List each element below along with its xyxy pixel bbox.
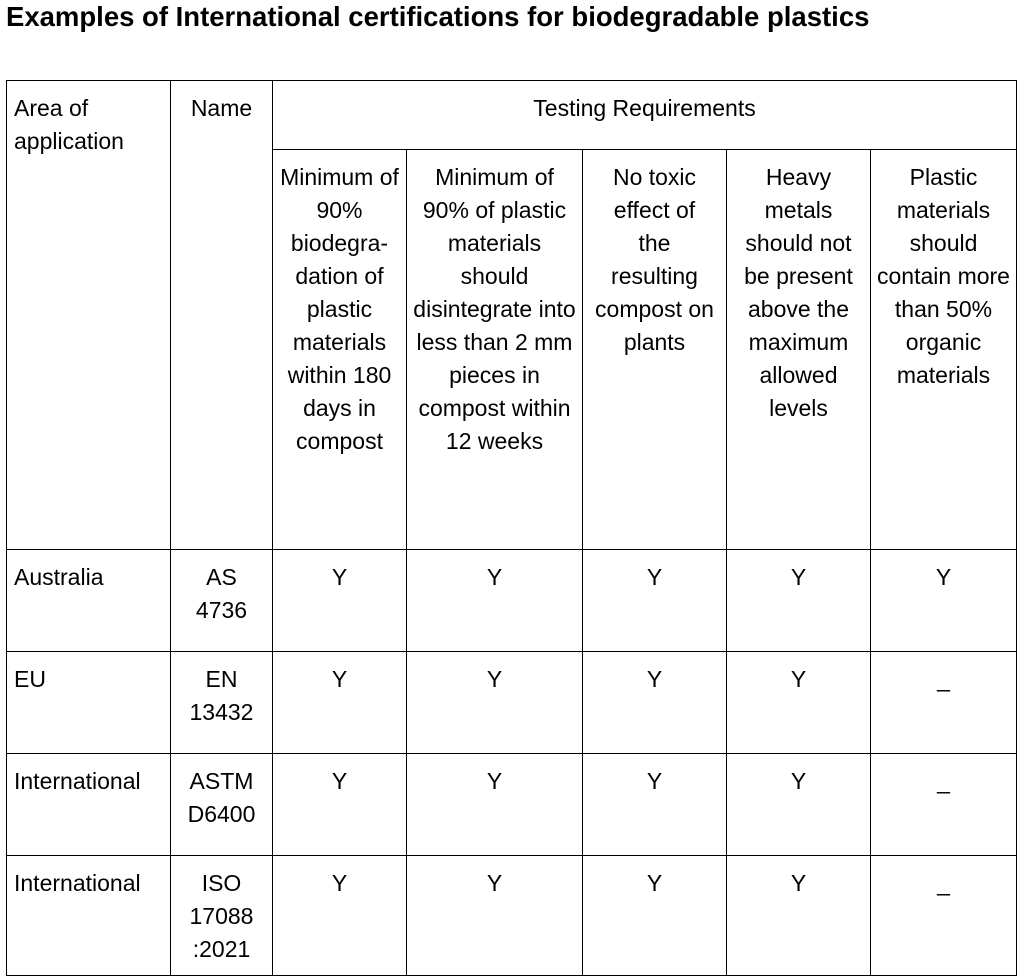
cell-value: Y [727,550,871,652]
requirement-biodegradation [273,150,407,550]
cell-value: Y [273,856,407,976]
requirement-organic-content-text: Plastic materials should contain more than 50% organic materials [877,164,1010,388]
certifications-table [6,80,1017,976]
requirement-no-toxic-effect-text: No toxic effect of the resulting compost on plants [595,164,714,355]
cell-value: Y [583,550,727,652]
header-testing-requirements: Testing Requirements [273,81,1017,150]
table-row [7,754,1017,856]
cell-area: International [7,856,171,976]
cell-value: Y [583,652,727,754]
header-area [7,81,171,550]
cell-value: Y [407,856,583,976]
requirement-no-toxic-effect [583,150,727,550]
cell-name-text: AS 4736 [195,564,248,623]
requirement-heavy-metals [727,150,871,550]
cell-value: Y [273,652,407,754]
header-area-label: Area of application [14,95,124,154]
cell-name-text: EN 13432 [189,666,254,725]
cell-value: Y [273,754,407,856]
cell-value: _ [871,856,1017,976]
cell-value: Y [273,550,407,652]
cell-name [171,856,273,976]
table-row [7,652,1017,754]
requirement-heavy-metals-text: Heavy metals should not be present above the maximum allowed levels [744,164,853,421]
cell-value: Y [727,754,871,856]
cell-name [171,550,273,652]
cell-value: Y [407,550,583,652]
requirement-biodegradation-text: Minimum of 90% biodegra-dation of plastic materials within 180 days in compost [280,164,399,454]
cell-value: _ [871,652,1017,754]
document-title: Examples of International certifications for biodegradable plastics [6,1,870,32]
cell-value: Y [871,550,1017,652]
cell-value: _ [871,754,1017,856]
cell-area: Australia [7,550,171,652]
cell-value: Y [727,856,871,976]
requirement-organic-content [871,150,1017,550]
cell-value: Y [583,754,727,856]
cell-name-text: ASTM D6400 [187,768,256,827]
cell-value: Y [407,754,583,856]
requirement-disintegration-text: Minimum of 90% of plastic materials should disintegrate into less than 2 mm pieces in compost within 12 weeks [413,164,576,454]
header-row [7,81,1017,150]
cell-area: International [7,754,171,856]
table-row [7,856,1017,976]
requirement-disintegration [407,150,583,550]
cell-value: Y [583,856,727,976]
cell-area: EU [7,652,171,754]
cell-name-text: ISO 17088 :2021 [189,870,254,962]
cell-value: Y [727,652,871,754]
table-row [7,550,1017,652]
cell-name [171,652,273,754]
header-name: Name [171,81,273,550]
cell-value: Y [407,652,583,754]
cell-name [171,754,273,856]
